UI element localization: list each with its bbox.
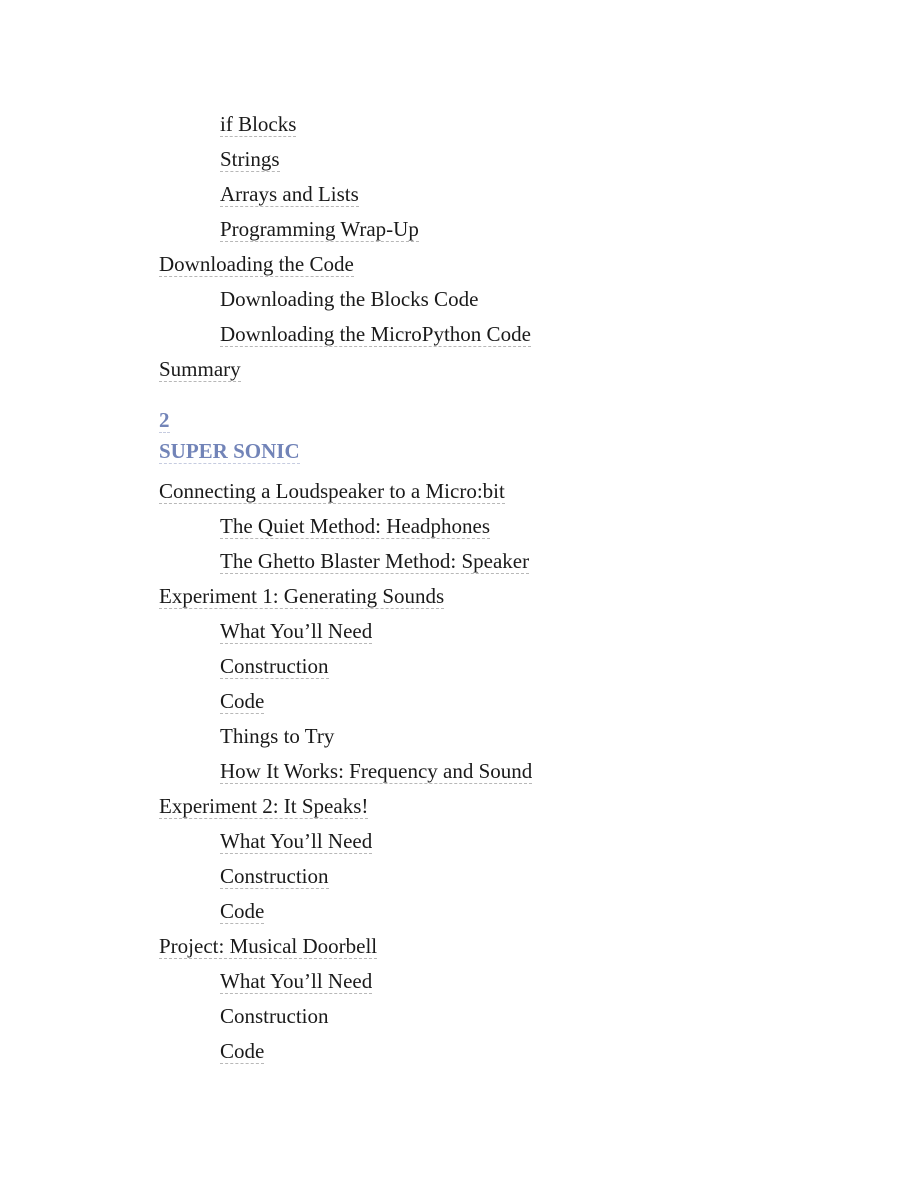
toc-entry-link[interactable]: Connecting a Loudspeaker to a Micro:bit [159,479,505,503]
toc-subentry [159,615,859,650]
toc-entry-link[interactable]: Downloading the Code [159,252,354,276]
toc-subentry [159,685,859,720]
toc-subentry [159,825,859,860]
toc-entry-link[interactable]: Arrays and Lists [220,182,359,206]
toc-section-after [159,475,859,1070]
toc-entry [159,475,859,510]
toc-entry-link[interactable]: Programming Wrap-Up [220,217,419,241]
toc-entry-link[interactable]: The Quiet Method: Headphones [220,514,491,538]
toc-entry-link[interactable]: Code [220,1039,265,1063]
toc-entry-link[interactable]: How It Works: Frequency and Sound [220,759,533,783]
toc-entry-link[interactable]: Construction [220,864,329,888]
toc-entry-link: Things to Try [220,724,335,748]
toc-entry-link[interactable]: What You’ll Need [220,829,373,853]
toc-subentry [159,1035,859,1070]
toc-entry-link[interactable]: Experiment 2: It Speaks! [159,794,369,818]
toc-section-before [159,108,859,388]
toc-entry-link[interactable]: Downloading the MicroPython Code [220,322,531,346]
toc-entry-link[interactable]: Construction [220,654,329,678]
toc-entry [159,790,859,825]
toc-subentry [159,650,859,685]
toc-subentry [159,143,859,178]
toc-entry [159,930,859,965]
toc-entry-link[interactable]: if Blocks [220,112,297,136]
toc-entry-link[interactable]: The Ghetto Blaster Method: Speaker [220,549,530,573]
toc-subentry [159,108,859,143]
toc-entry [159,353,859,388]
toc-entry-link: Downloading the Blocks Code [220,287,479,311]
chapter-number[interactable]: 2 [159,408,170,432]
table-of-contents [159,108,859,1070]
toc-subentry [159,283,859,318]
toc-entry [159,580,859,615]
toc-subentry [159,755,859,790]
toc-entry-link: Construction [220,1004,329,1028]
toc-subentry [159,510,859,545]
toc-entry-link[interactable]: Strings [220,147,280,171]
toc-subentry [159,1000,859,1035]
toc-subentry [159,178,859,213]
toc-subentry [159,213,859,248]
toc-subentry [159,895,859,930]
toc-entry-link[interactable]: Summary [159,357,241,381]
toc-entry-link[interactable]: Experiment 1: Generating Sounds [159,584,445,608]
toc-subentry [159,545,859,580]
toc-subentry [159,720,859,755]
toc-subentry [159,318,859,353]
toc-entry-link[interactable]: Code [220,899,265,923]
toc-entry-link[interactable]: What You’ll Need [220,969,373,993]
toc-subentry [159,860,859,895]
toc-subentry [159,965,859,1000]
toc-entry [159,248,859,283]
toc-entry-link[interactable]: Code [220,689,265,713]
toc-entry-link[interactable]: Project: Musical Doorbell [159,934,378,958]
chapter-title[interactable]: SUPER SONIC [159,439,300,463]
toc-entry-link[interactable]: What You’ll Need [220,619,373,643]
